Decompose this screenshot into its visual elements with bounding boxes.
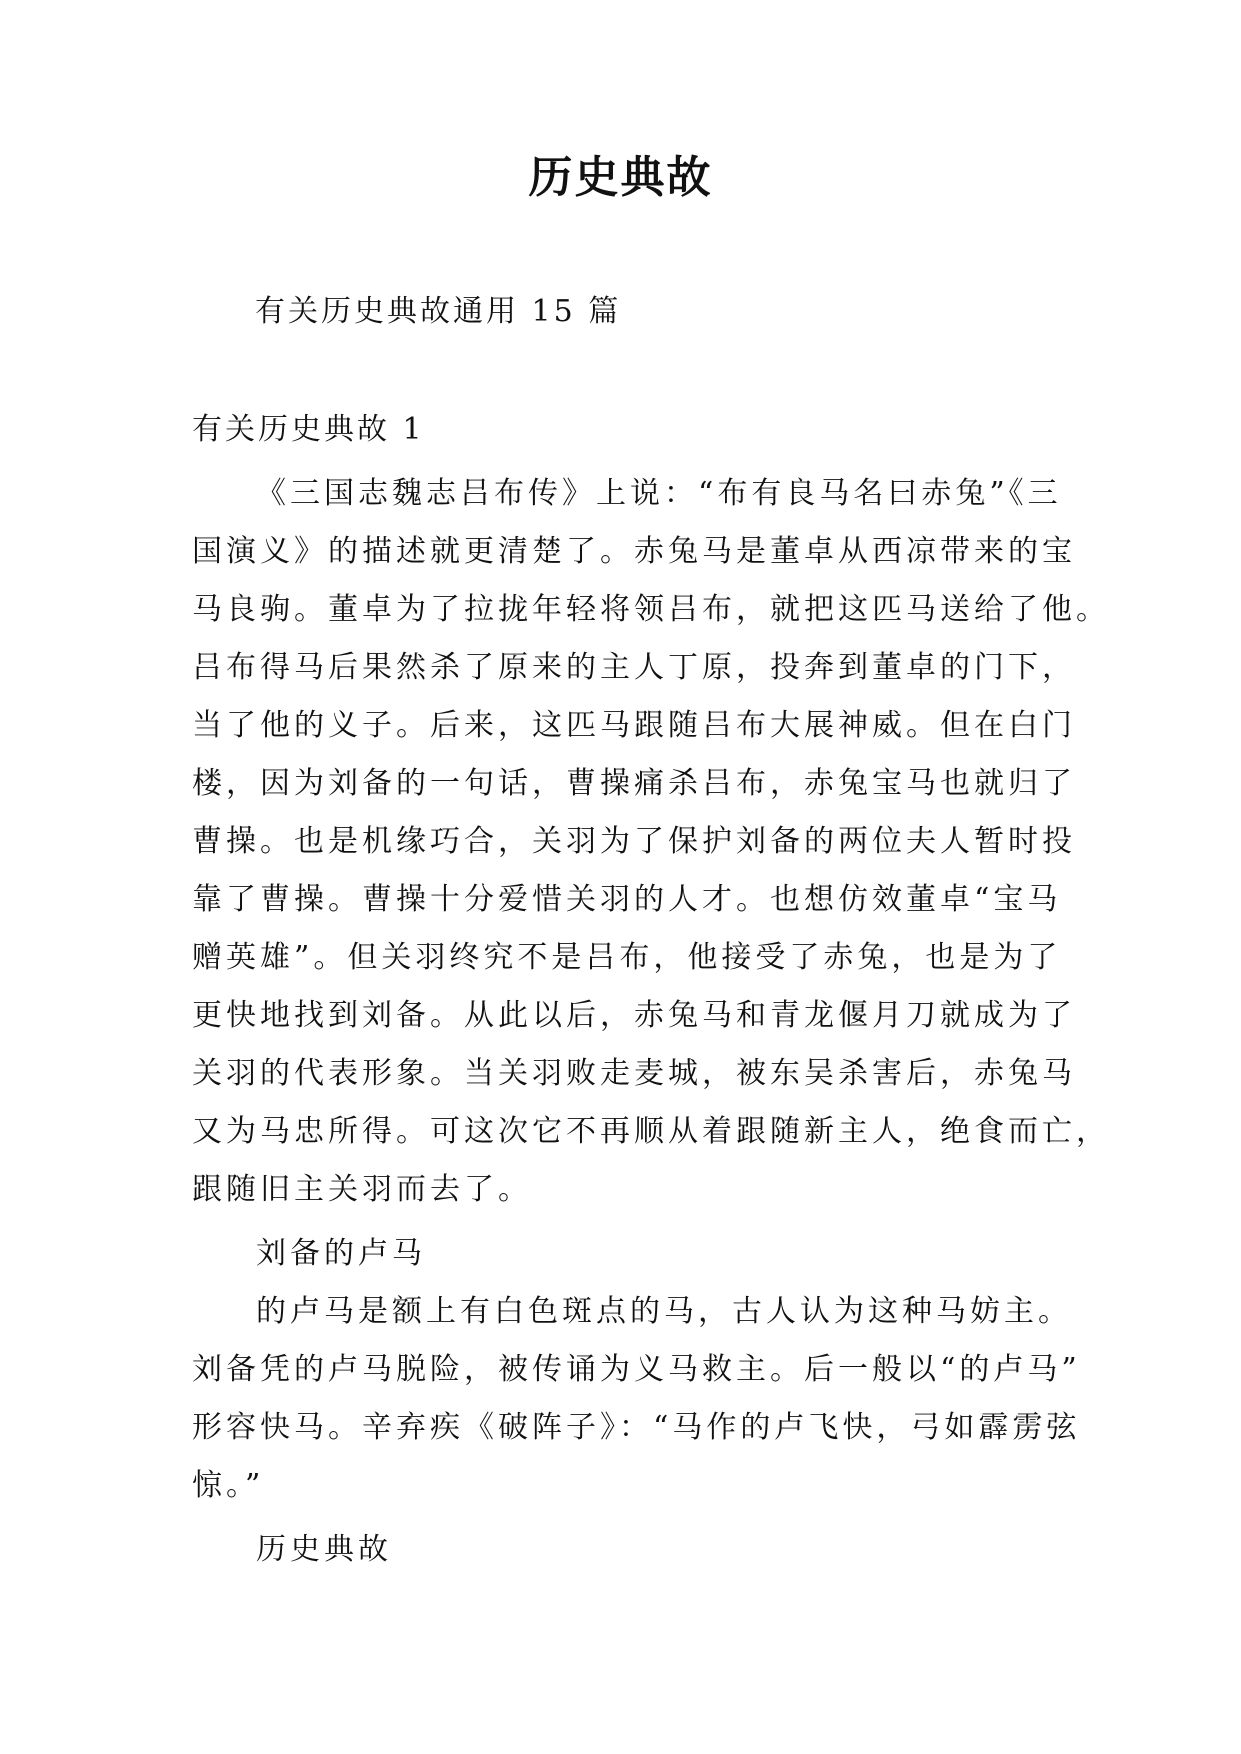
subheading-dilu-horse-block xyxy=(192,1225,1052,1283)
paragraph-line: 曹操。也是机缘巧合，关羽为了保护刘备的两位夫人暂时投 xyxy=(192,824,1076,859)
paragraph-line: 楼，因为刘备的一句话，曹操痛杀吕布，赤兔宝马也就归了 xyxy=(192,766,1076,801)
paragraph-line: 国演义》的描述就更清楚了。赤兔马是董卓从西凉带来的宝 xyxy=(192,534,1076,569)
paragraph-line: 刘备凭的卢马脱险，被传诵为义马救主。后一般以“的卢马” xyxy=(192,1352,1081,1387)
paragraph-line: 当了他的义子。后来，这匹马跟随吕布大展神威。但在白门 xyxy=(192,708,1076,743)
section-heading: 有关历史典故 1 xyxy=(192,412,425,447)
paragraph-line: 马良驹。董卓为了拉拢年轻将领吕布，就把这匹马送给了他。 xyxy=(192,592,1110,627)
paragraph-dilu-horse xyxy=(192,1283,1081,1515)
paragraph-line: 的卢马是额上有白色斑点的马，古人认为这种马妨主。 xyxy=(256,1294,1072,1329)
subheading-history: 历史典故 xyxy=(256,1532,392,1567)
paragraph-line: 关羽的代表形象。当关羽败走麦城，被东吴杀害后，赤兔马 xyxy=(192,1056,1076,1091)
paragraph-line: 吕布得马后果然杀了原来的主人丁原，投奔到董卓的门下， xyxy=(192,650,1076,685)
subheading-dilu-horse: 刘备的卢马 xyxy=(256,1236,426,1271)
paragraph-line: 跟随旧主关羽而去了。 xyxy=(192,1172,532,1207)
document-title: 历史典故 xyxy=(528,152,713,203)
paragraph-line: 惊。” xyxy=(192,1468,265,1503)
paragraph-line: 赠英雄”。但关羽终究不是吕布，他接受了赤兔，也是为了 xyxy=(192,940,1062,975)
paragraph-line: 形容快马。辛弃疾《破阵子》：“马作的卢飞快，弓如霹雳弦 xyxy=(192,1410,1081,1445)
paragraph-line: 更快地找到刘备。从此以后，赤兔马和青龙偃月刀就成为了 xyxy=(192,998,1076,1033)
paragraph-chitu-horse xyxy=(192,465,1110,1219)
subheading-history-block xyxy=(192,1521,1052,1579)
document-subtitle: 有关历史典故通用 15 篇 xyxy=(255,294,622,329)
paragraph-line: 靠了曹操。曹操十分爱惜关羽的人才。也想仿效董卓“宝马 xyxy=(192,882,1062,917)
paragraph-line: 《三国志魏志吕布传》上说：“布有良马名曰赤兔”《三 xyxy=(256,476,1062,511)
paragraph-line: 又为马忠所得。可这次它不再顺从着跟随新主人，绝食而亡， xyxy=(192,1114,1110,1149)
